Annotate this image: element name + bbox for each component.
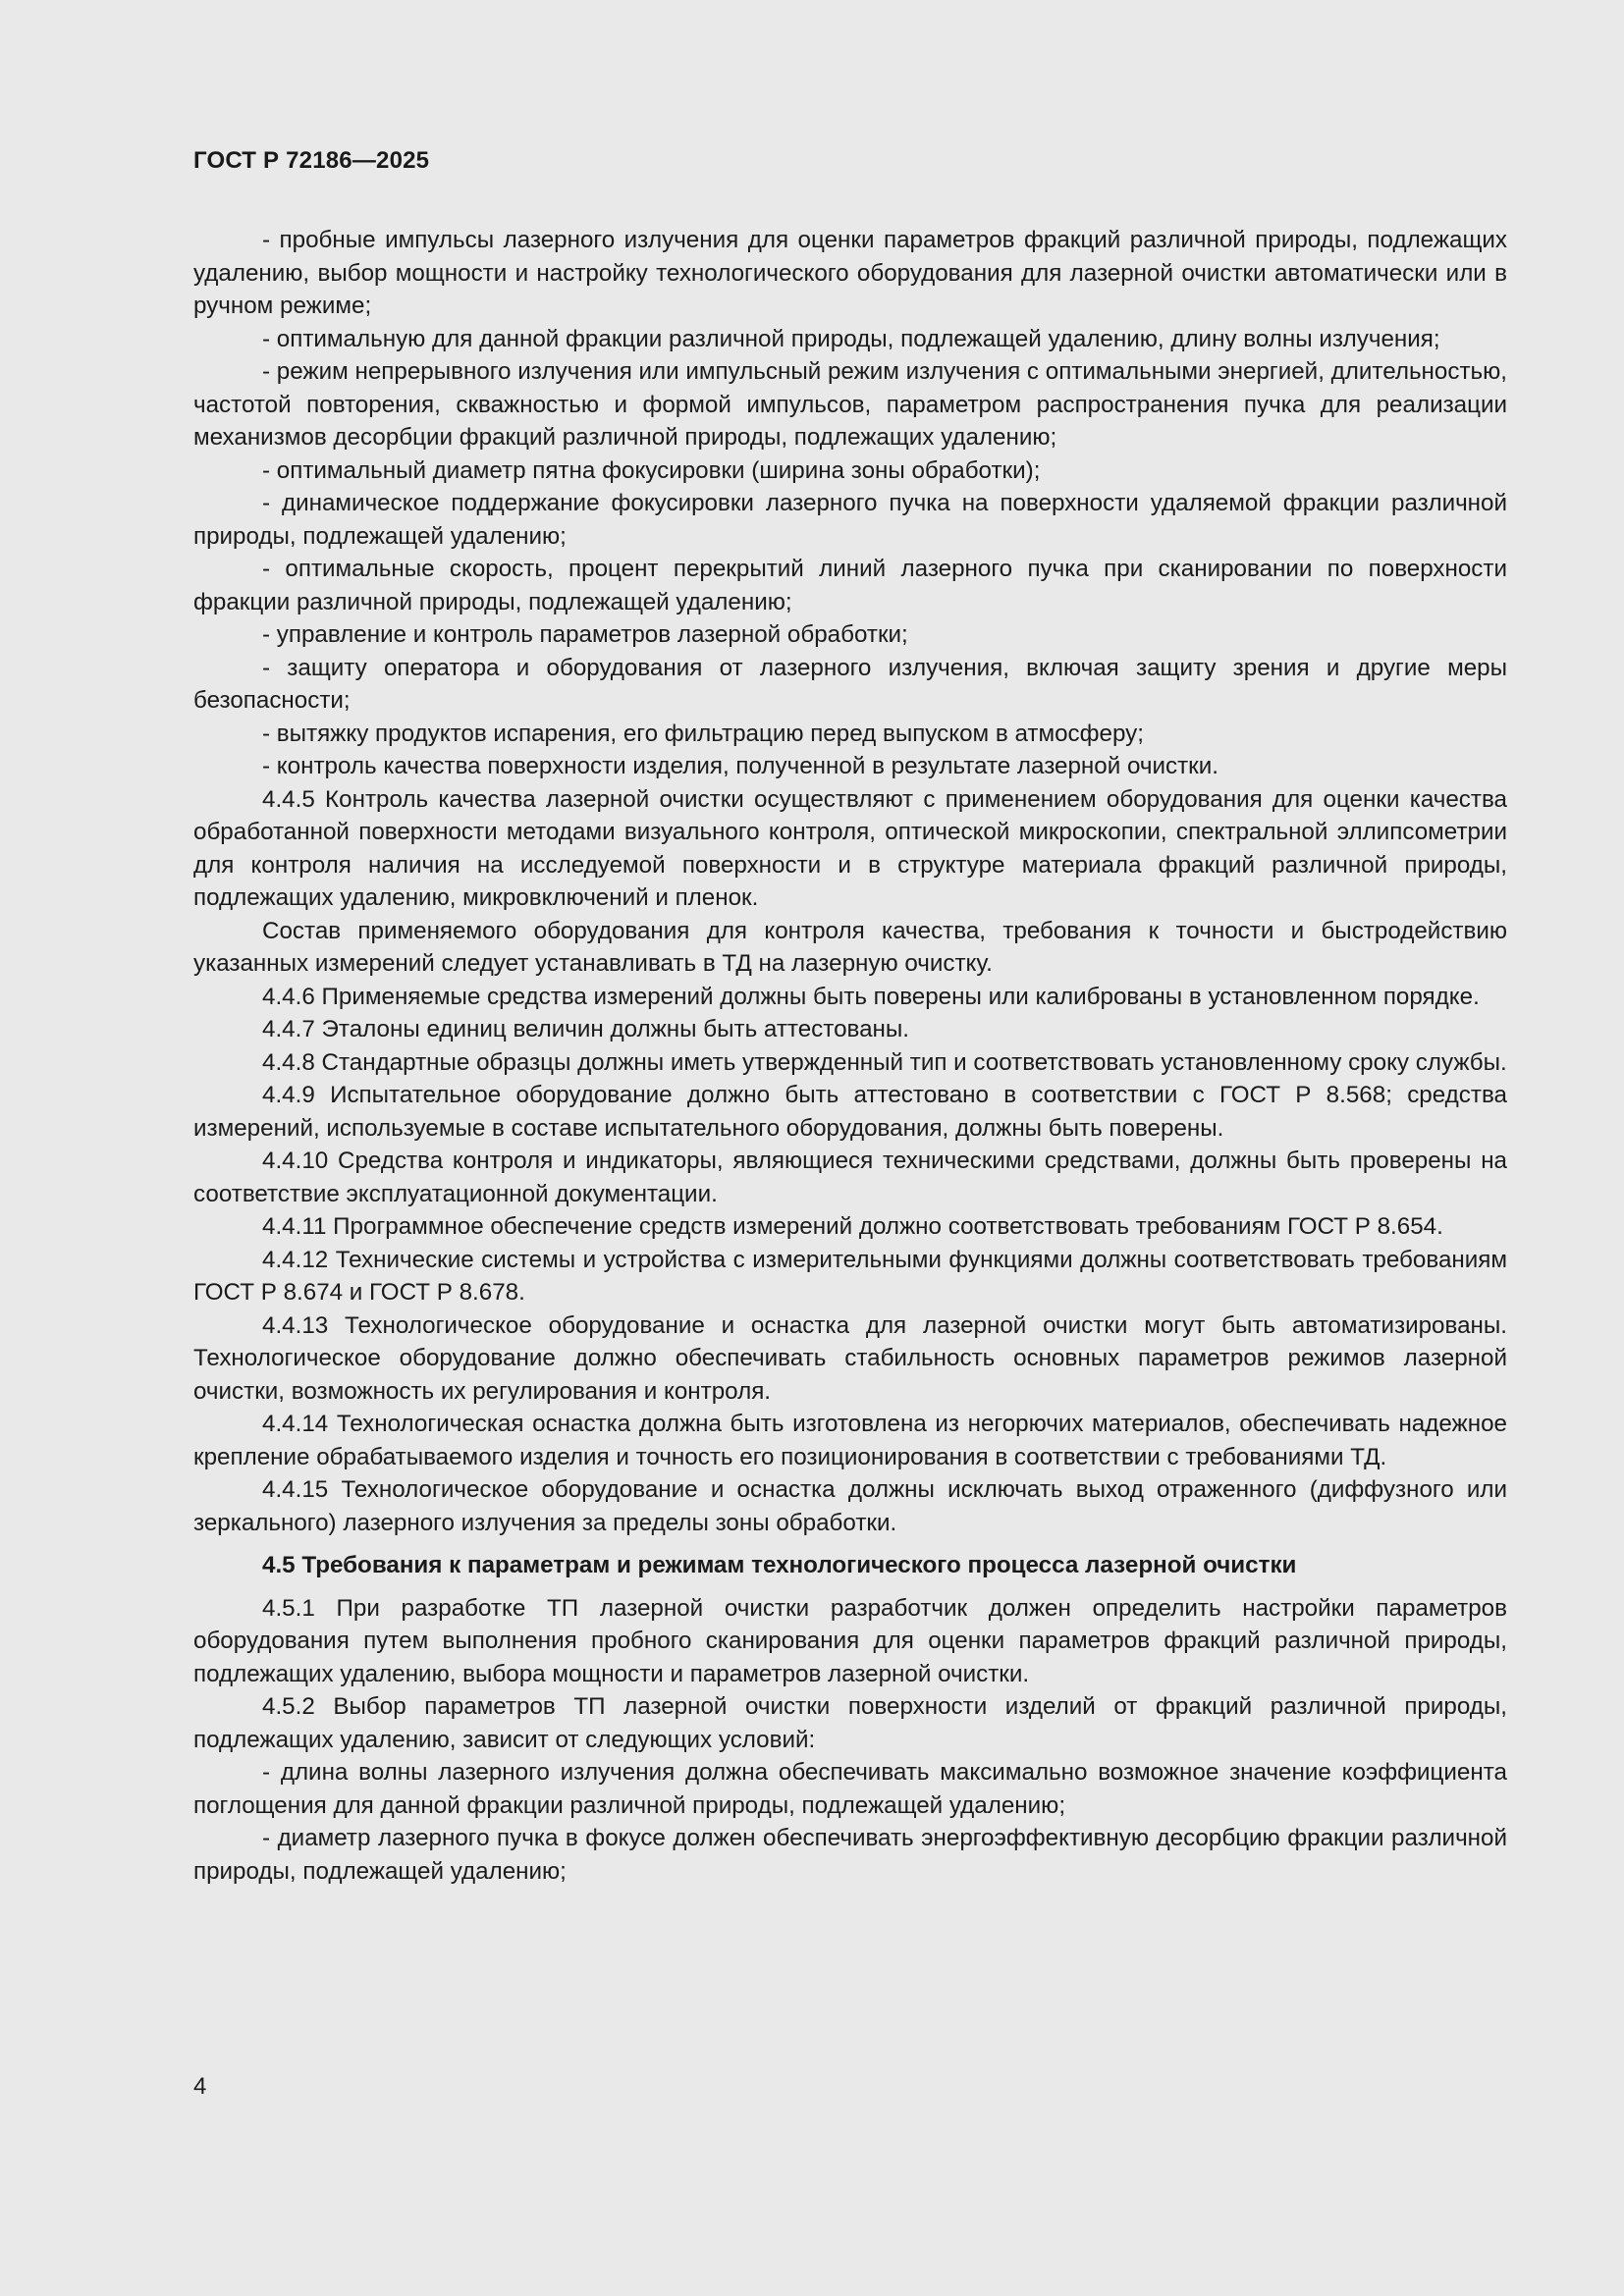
clause-4-4-5: 4.4.5 Контроль качества лазерной очистки осуществляют с применением оборудования для оценки качества обработанной поверхности методами визуального контроля, оптической микроскопии, спектральной эллипсометрии для контроля наличия на исследуемой поверхности и в структуре материала фракций различной природы, подлежащих удалению, микровключений и пленок. bbox=[193, 785, 1507, 911]
clause-4-5-2: 4.5.2 Выбор параметров ТП лазерной очистки поверхности изделий от фракций различной природы, подлежащих удалению, зависит от следующих условий: bbox=[193, 1693, 1507, 1753]
list-item-beam-diameter: - диаметр лазерного пучка в фокусе должен обеспечивать энергоэффективную десорбцию фракции различной природы, подлежащей удалению; bbox=[193, 1825, 1507, 1885]
clause-4-4-5-continued: Состав применяемого оборудования для контроля качества, требования к точности и быстродействию указанных измерений следует устанавливать в ТД на лазерную очистку. bbox=[193, 917, 1507, 977]
document-body bbox=[193, 224, 1507, 1888]
clause-4-4-7: 4.4.7 Эталоны единиц величин должны быть аттестованы. bbox=[262, 1016, 910, 1042]
clause-4-4-11: 4.4.11 Программное обеспечение средств измерений должно соответствовать требованиям ГОСТ Р 8.654. bbox=[262, 1213, 1443, 1240]
page-number: 4 bbox=[193, 2073, 207, 2100]
clause-4-4-14: 4.4.14 Технологическая оснастка должна быть изготовлена из негорючих материалов, обеспечивать надежное крепление обрабатываемого изделия и точность его позиционирования в соответствии с требованиями ТД. bbox=[193, 1411, 1507, 1470]
list-item-wavelength-absorption: - длина волны лазерного излучения должна обеспечивать максимально возможное значение коэффициента поглощения для данной фракции различной природы, подлежащей удалению; bbox=[193, 1759, 1507, 1819]
list-item-fume-extraction: - вытяжку продуктов испарения, его фильтрацию перед выпуском в атмосферу; bbox=[262, 720, 1144, 747]
list-item-radiation-mode: - режим непрерывного излучения или импульсный режим излучения с оптимальными энергией, длительностью, частотой повторения, скважностью и формой импульсов, параметром распространения пучка для реализации механизмов десорбции фракций различной природы, подлежащих удалению; bbox=[193, 358, 1507, 451]
clause-4-4-6: 4.4.6 Применяемые средства измерений должны быть поверены или калиброваны в установленном порядке. bbox=[262, 983, 1480, 1010]
list-item-wavelength: - оптимальную для данной фракции различной природы, подлежащей удалению, длину волны излучения; bbox=[262, 325, 1440, 352]
clause-4-4-10: 4.4.10 Средства контроля и индикаторы, являющиеся техническими средствами, должны быть проверены на соответствие эксплуатационной документации. bbox=[193, 1148, 1507, 1207]
clause-4-4-13: 4.4.13 Технологическое оборудование и оснастка для лазерной очистки могут быть автоматизированы. Технологическое оборудование должно обеспечивать стабильность основных параметров режимов лазерной очистки, возможность их регулирования и контроля. bbox=[193, 1311, 1507, 1405]
section-heading-4-5: 4.5 Требования к параметрам и режимам технологического процесса лазерной очистки bbox=[262, 1552, 1297, 1578]
document-header-id: ГОСТ Р 72186—2025 bbox=[193, 147, 430, 174]
list-item-scan-speed: - оптимальные скорость, процент перекрытий линий лазерного пучка при сканировании по поверхности фракции различной природы, подлежащей удалению; bbox=[193, 556, 1507, 615]
clause-4-4-8: 4.4.8 Стандартные образцы должны иметь утвержденный тип и соответствовать установленному сроку службы. bbox=[262, 1048, 1507, 1076]
clause-4-4-12: 4.4.12 Технические системы и устройства с измерительными функциями должны соответствовать требованиям ГОСТ Р 8.674 и ГОСТ Р 8.678. bbox=[193, 1246, 1507, 1306]
list-item-focus-tracking: - динамическое поддержание фокусировки лазерного пучка на поверхности удаляемой фракции различной природы, подлежащей удалению; bbox=[193, 490, 1507, 550]
list-item-operator-protection: - защиту оператора и оборудования от лазерного излучения, включая защиту зрения и другие меры безопасности; bbox=[193, 654, 1507, 714]
list-item-process-control: - управление и контроль параметров лазерной обработки; bbox=[262, 621, 908, 648]
list-item-quality-control: - контроль качества поверхности изделия, полученной в результате лазерной очистки. bbox=[262, 753, 1218, 779]
clause-4-5-1: 4.5.1 При разработке ТП лазерной очистки разработчик должен определить настройки параметров оборудования путем выполнения пробного сканирования для оценки параметров фракций различной природы, подлежащих удалению, выбора мощности и параметров лазерной очистки. bbox=[193, 1594, 1507, 1687]
clause-4-4-15: 4.4.15 Технологическое оборудование и оснастка должны исключать выход отраженного (диффузного или зеркального) лазерного излучения за пределы зоны обработки. bbox=[193, 1476, 1507, 1536]
list-item-spot-diameter: - оптимальный диаметр пятна фокусировки (ширина зоны обработки); bbox=[262, 456, 1041, 484]
list-item-test-pulses: - пробные импульсы лазерного излучения для оценки параметров фракций различной природы, подлежащих удалению, выбор мощности и настройку технологического оборудования для лазерной очистки автоматически или в ручном режиме; bbox=[193, 227, 1507, 319]
clause-4-4-9: 4.4.9 Испытательное оборудование должно быть аттестовано в соответствии с ГОСТ Р 8.568; средства измерений, используемые в составе испытательного оборудования, должны быть поверены. bbox=[193, 1082, 1507, 1142]
